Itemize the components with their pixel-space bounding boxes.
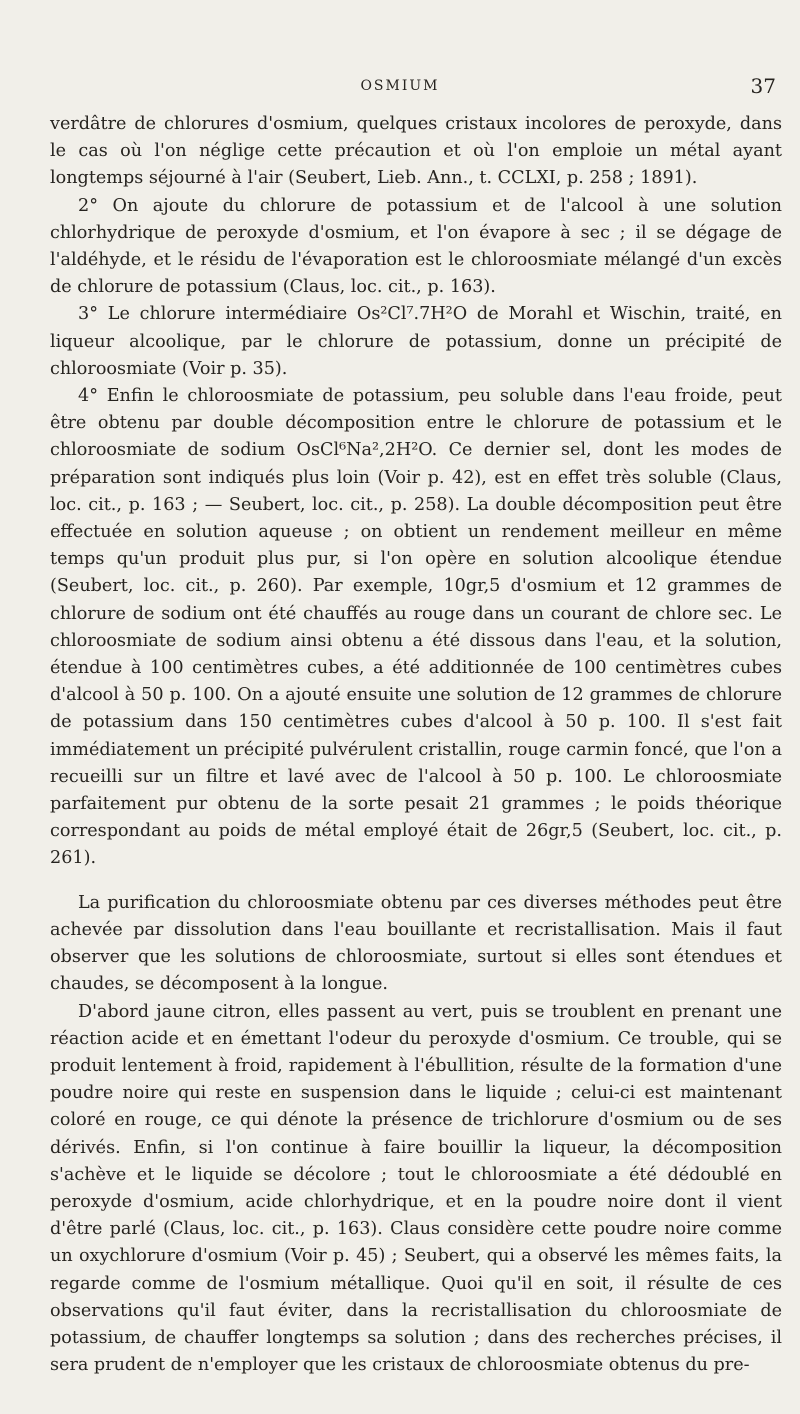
paragraph-decomposition: D'abord jaune citron, elles passent au vert, puis se troublent en prenant une réaction acide et en émettant l'odeur du peroxyde d'osmium. Ce trouble, qui se produit lentement à froid, rapidement à l'ébullition, résulte de la formation d'une poudre noire qui reste en suspension dans le liquide ; celui-ci est maintenant coloré en rouge, ce qui dénote la présence de trichlorure d'osmium ou de ses dérivés. Enfin, si l'on continue à faire bouillir la liqueur, la décomposition s'achève et le liquide se décolore ; tout le chloroosmiate a été dédoublé en peroxyde d'osmium, acide chlorhydrique, et en la poudre noire dont il vient d'être parlé (Claus, loc. cit., p. 163). Claus considère cette poudre noire comme un oxychlorure d'osmium (Voir p. 45) ; Seubert, qui a observé les mêmes faits, la regarde comme de l'osmium métallique. Quoi qu'il en soit, il résulte de ces observations qu'il faut éviter, dans la recristallisation du chloroosmiate de potassium, de chauffer longtemps sa solution ; dans des recherches précises, il sera prudent de n'employer que les cristaux de chloroosmiate obtenus du pre- bbox=[50, 1001, 782, 1376]
paragraph-method-4: 4° Enfin le chloroosmiate de potassium, peu soluble dans l'eau froide, peut être obtenu par double décomposition entre le chlorure de potassium et le chloroosmiate de sodium OsCl⁶Na²,2H²O. Ce dernier sel, dont les modes de préparation sont indiqués plus loin (Voir p. 42), est en effet très soluble (Claus, loc. cit., p. 163 ; — Seubert, loc. cit., p. 258). La double décomposition peut être effectuée en solution aqueuse ; on obtient un rendement meilleur en même temps qu'un produit plus pur, si l'on opère en solution alcoolique étendue (Seubert, loc. cit., p. 260). Par exemple, 10gr,5 d'osmium et 12 grammes de chlorure de sodium ont été chauffés au rouge dans un courant de chlore sec. Le chloroosmiate de sodium ainsi obtenu a été dissous dans l'eau, et la solution, étendue à 100 centimètres cubes, a été additionnée de 100 centimètres cubes d'alcool à 50 p. 100. On a ajouté ensuite une solution de 12 grammes de chlorure de potassium dans 150 centimètres cubes d'alcool à 50 p. 100. Il s'est fait immédiatement un précipité pulvérulent cristallin, rouge carmin foncé, que l'on a recueilli sur un filtre et lavé avec de l'alcool à 50 p. 100. Le chloroosmiate parfaitement pur obtenu de la sorte pesait 21 grammes ; le poids théorique correspondant au poids de métal employé était de 26gr,5 (Seubert, loc. cit., p. 261). bbox=[50, 386, 782, 869]
running-title: OSMIUM bbox=[360, 78, 440, 94]
body-text bbox=[50, 111, 782, 1379]
page-number: 37 bbox=[750, 74, 776, 98]
paragraph-continuation: verdâtre de chlorures d'osmium, quelques cristaux incolores de peroxyde, dans le cas où l'on néglige cette précaution et où l'on emploie un métal ayant longtemps séjourné à l'air (Seubert, Lieb. Ann., t. CCLXI, p. 258 ; 1891). bbox=[50, 114, 782, 189]
paragraph-method-2: 2° On ajoute du chlorure de potassium et de l'alcool à une solution chlorhydrique de peroxyde d'osmium, et l'on évapore à sec ; il se dégage de l'aldéhyde, et le résidu de l'évaporation est le chloroosmiate mélangé d'un excès de chlorure de potassium (Claus, loc. cit., p. 163). bbox=[50, 195, 782, 298]
page-header bbox=[0, 72, 800, 102]
paragraph-purification: La purification du chloroosmiate obtenu par ces diverses méthodes peut être achevée par dissolution dans l'eau bouillante et recristallisation. Mais il faut observer que les solutions de chloroosmiate, surtout si elles sont étendues et chaudes, se décomposent à la longue. bbox=[50, 892, 782, 995]
paragraph-method-3: 3° Le chlorure intermédiaire Os²Cl⁷.7H²O de Morahl et Wischin, traité, en liqueur alcoolique, par le chlorure de potassium, donne un précipité de chloroosmiate (Voir p. 35). bbox=[50, 304, 782, 379]
